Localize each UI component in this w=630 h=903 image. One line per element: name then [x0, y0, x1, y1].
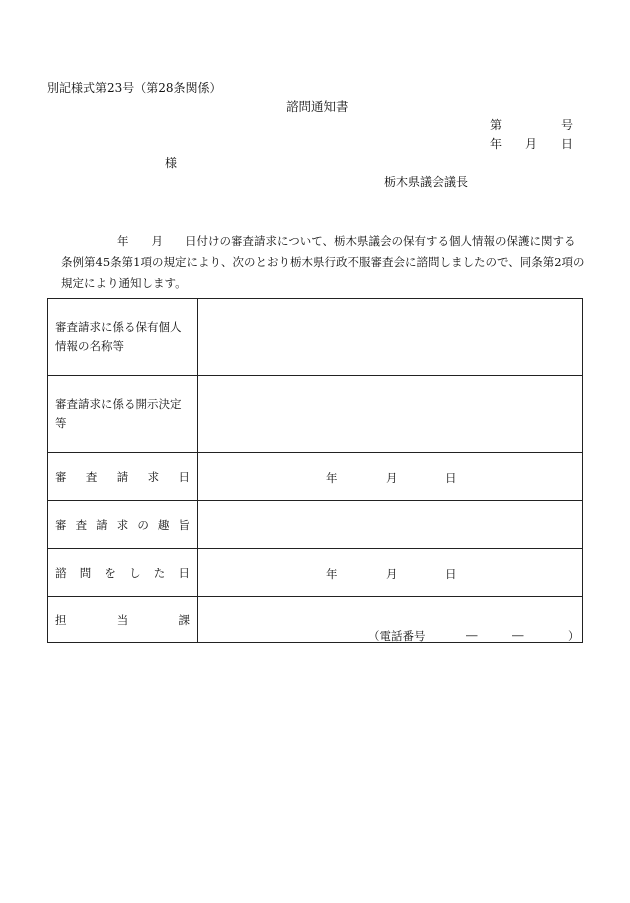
issue-date-month: 月 [525, 137, 538, 151]
phone-close-paren: ） [568, 629, 580, 643]
consultation-date-year: 年 [326, 566, 338, 581]
table-row [48, 376, 583, 453]
body-line-2: 条例第45条第1項の規定により、次のとおり栃木県行政不服審査会に諮問しましたので、同条第2項の [61, 255, 585, 269]
issue-date-day: 日 [561, 137, 574, 151]
body-paragraph [61, 231, 589, 294]
phone-label: （電話番号 [368, 629, 426, 643]
consultation-date-month: 月 [386, 566, 398, 581]
body-date-month: 月 [151, 234, 163, 248]
document-number-suffix: 号 [561, 118, 574, 132]
table-row [48, 597, 583, 643]
row-label-cell [48, 501, 198, 549]
request-purpose-label: 審 査 請 求 の 趣 旨 [55, 517, 190, 532]
info-name-label: 審査請求に係る保有個人情報の名称等 [55, 320, 182, 353]
body-line-1-text: 日付けの審査請求について、栃木県議会の保有する個人情報の保護に関する [185, 234, 576, 248]
request-date-label: 審 査 請 求 日 [55, 469, 190, 484]
table-row [48, 299, 583, 376]
department-value [198, 597, 583, 643]
form-reference: 別記様式第23号（第28条関係） [47, 81, 222, 95]
consultation-date-value [198, 549, 583, 597]
row-label-cell [48, 453, 198, 501]
addressee-suffix: 様 [165, 156, 178, 170]
table-row [48, 501, 583, 549]
disclosure-decision-label: 審査請求に係る開示決定等 [55, 397, 182, 430]
info-name-value [198, 299, 583, 376]
table-row [48, 453, 583, 501]
row-label-cell [48, 549, 198, 597]
request-date-month: 月 [386, 470, 398, 485]
request-date-value [198, 453, 583, 501]
body-date-year: 年 [117, 234, 129, 248]
row-label-cell [48, 376, 198, 453]
phone-dash-1: ― [466, 628, 478, 642]
request-date-day: 日 [445, 470, 457, 485]
row-label-cell [48, 597, 198, 643]
phone-dash-2: ― [512, 628, 524, 642]
issue-date-year: 年 [490, 137, 503, 151]
consultation-date-label: 諮 問 を し た 日 [55, 565, 190, 580]
table-row [48, 549, 583, 597]
request-date-year: 年 [326, 470, 338, 485]
sender-name: 栃木県議会議長 [384, 175, 469, 189]
document-number-prefix: 第 [490, 118, 503, 132]
disclosure-decision-value [198, 376, 583, 453]
row-label-cell [48, 299, 198, 376]
request-purpose-value [198, 501, 583, 549]
consultation-date-day: 日 [445, 566, 457, 581]
body-line-1 [61, 231, 589, 252]
notification-table [47, 298, 583, 643]
department-label: 担 当 課 [55, 613, 190, 627]
document-title: 諮問通知書 [286, 99, 349, 114]
body-line-3: 規定により通知します。 [61, 276, 187, 290]
